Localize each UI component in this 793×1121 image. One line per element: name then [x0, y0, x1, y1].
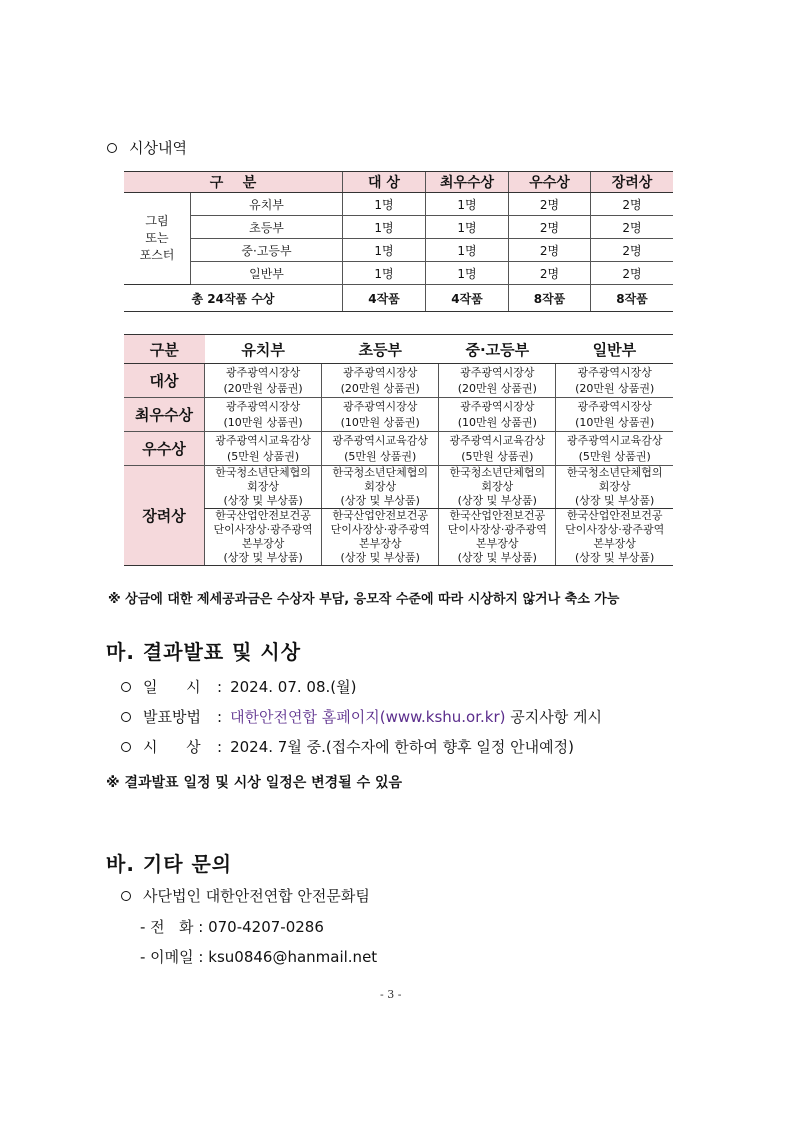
table-row: [124, 262, 673, 285]
division-cell: 일반부: [191, 262, 343, 285]
total-cell: 8작품: [509, 285, 591, 312]
table-header-cell: 유치부: [205, 335, 322, 364]
award-date-line: 시 상 : 2024. 7월 중.(접수자에 한하여 향후 일정 안내예정): [121, 736, 574, 757]
prize-cell: 광주광역시장상 (10만원 상품권): [322, 398, 439, 432]
prize-cell: 광주광역시장상 (20만원 상품권): [556, 364, 673, 398]
table-row: [124, 509, 673, 566]
prize-cell: 광주광역시장상 (10만원 상품권): [439, 398, 556, 432]
division-cell: 유치부: [191, 193, 343, 216]
org-line: 사단법인 대한안전연합 안전문화팀: [121, 885, 370, 906]
prize-cell: 광주광역시교육감상 (5만원 상품권): [205, 432, 322, 466]
award-section-title: 시상내역: [107, 137, 187, 158]
value-cell: 1명: [426, 193, 509, 216]
value-cell: 2명: [591, 193, 674, 216]
value-cell: 1명: [343, 262, 426, 285]
prize-cell: 광주광역시교육감상 (5만원 상품권): [439, 432, 556, 466]
total-cell: 8작품: [591, 285, 674, 312]
table-header-cell: 최우수상: [426, 172, 509, 193]
prize-cell: 광주광역시장상 (10만원 상품권): [205, 398, 322, 432]
value-cell: 2명: [591, 216, 674, 239]
row-header-cell: 대상: [124, 364, 205, 398]
value-cell: 1명: [343, 239, 426, 262]
total-label: 총 24작품 수상: [124, 285, 343, 312]
schedule-date-line: 일 시 : 2024. 07. 08.(월): [121, 676, 356, 697]
row-header-cell: 장려상: [124, 466, 205, 566]
award-count-table: [124, 171, 673, 312]
prize-cell: 광주광역시장상 (20만원 상품권): [205, 364, 322, 398]
schedule-change-note: ※ 결과발표 일정 및 시상 일정은 변경될 수 있음: [106, 775, 403, 791]
circle-bullet-icon: [107, 143, 117, 153]
total-cell: 4작품: [343, 285, 426, 312]
division-cell: 초등부: [191, 216, 343, 239]
total-row: [124, 285, 673, 312]
prize-cell: 한국산업안전보건공 단이사장상·광주광역 본부장상 (상장 및 부상품): [556, 509, 673, 566]
value-cell: 2명: [509, 262, 591, 285]
email-address[interactable]: ksu0846@hanmail.net: [208, 948, 378, 966]
table-row: [124, 216, 673, 239]
value-cell: 2명: [509, 216, 591, 239]
value-cell: 2명: [509, 239, 591, 262]
row-header-cell: 우수상: [124, 432, 205, 466]
circle-bullet-icon: [121, 891, 131, 901]
page-number: - 3 -: [380, 988, 402, 1001]
table-row: [124, 466, 673, 509]
prize-cell: 한국산업안전보건공 단이사장상·광주광역 본부장상 (상장 및 부상품): [439, 509, 556, 566]
email-line: - 이메일 : ksu0846@hanmail.net: [140, 948, 378, 966]
announce-method-line: 발표방법 : 대한안전연합 홈페이지(www.kshu.or.kr) 공지사항 게시: [121, 706, 602, 727]
tax-note: ※ 상금에 대한 제세공과금은 수상자 부담, 응모작 수준에 따라 시상하지 않거나 축소 가능: [108, 592, 620, 607]
table-header-cell: 구 분: [124, 172, 343, 193]
prize-cell: 광주광역시장상 (20만원 상품권): [439, 364, 556, 398]
prize-cell: 한국산업안전보건공 단이사장상·광주광역 본부장상 (상장 및 부상품): [205, 509, 322, 566]
table-header-cell: 초등부: [322, 335, 439, 364]
table-header-cell: 우수상: [509, 172, 591, 193]
division-cell: 중·고등부: [191, 239, 343, 262]
circle-bullet-icon: [121, 742, 131, 752]
phone-line: - 전 화 : 070-4207-0286: [140, 918, 324, 936]
circle-bullet-icon: [121, 712, 131, 722]
prize-cell: 광주광역시교육감상 (5만원 상품권): [556, 432, 673, 466]
circle-bullet-icon: [121, 682, 131, 692]
value-cell: 1명: [426, 216, 509, 239]
table-row: [124, 432, 673, 466]
total-cell: 4작품: [426, 285, 509, 312]
homepage-link[interactable]: 대한안전연합 홈페이지(www.kshu.or.kr): [230, 708, 506, 726]
prize-cell: 한국청소년단체협의 회장상 (상장 및 부상품): [556, 466, 673, 509]
award-prize-table: [124, 334, 673, 566]
table-row: [124, 193, 673, 216]
prize-cell: 한국산업안전보건공 단이사장상·광주광역 본부장상 (상장 및 부상품): [322, 509, 439, 566]
value-cell: 1명: [426, 239, 509, 262]
value-cell: 2명: [591, 262, 674, 285]
table-header-cell: 대 상: [343, 172, 426, 193]
prize-cell: 광주광역시장상 (20만원 상품권): [322, 364, 439, 398]
phone-number: 070-4207-0286: [208, 918, 324, 936]
value-cell: 2명: [591, 239, 674, 262]
prize-cell: 한국청소년단체협의 회장상 (상장 및 부상품): [205, 466, 322, 509]
row-header-cell: 최우수상: [124, 398, 205, 432]
table-header-cell: 일반부: [556, 335, 673, 364]
value-cell: 1명: [343, 193, 426, 216]
value-cell: 1명: [426, 262, 509, 285]
table-header-row: [124, 335, 673, 364]
table-row: [124, 398, 673, 432]
table-row: [124, 239, 673, 262]
section-heading-results: 마. 결과발표 및 시상: [106, 640, 302, 664]
table-row: [124, 364, 673, 398]
table-header-cell: 장려상: [591, 172, 674, 193]
value-cell: 1명: [343, 216, 426, 239]
category-cell: 그림 또는 포스터: [124, 193, 191, 285]
prize-cell: 광주광역시교육감상 (5만원 상품권): [322, 432, 439, 466]
section-heading-contact: 바. 기타 문의: [106, 852, 233, 876]
table-header-cell: 중·고등부: [439, 335, 556, 364]
table-header-cell: 구분: [124, 335, 205, 364]
prize-cell: 광주광역시장상 (10만원 상품권): [556, 398, 673, 432]
prize-cell: 한국청소년단체협의 회장상 (상장 및 부상품): [322, 466, 439, 509]
prize-cell: 한국청소년단체협의 회장상 (상장 및 부상품): [439, 466, 556, 509]
table-header-row: [124, 172, 673, 193]
value-cell: 2명: [509, 193, 591, 216]
